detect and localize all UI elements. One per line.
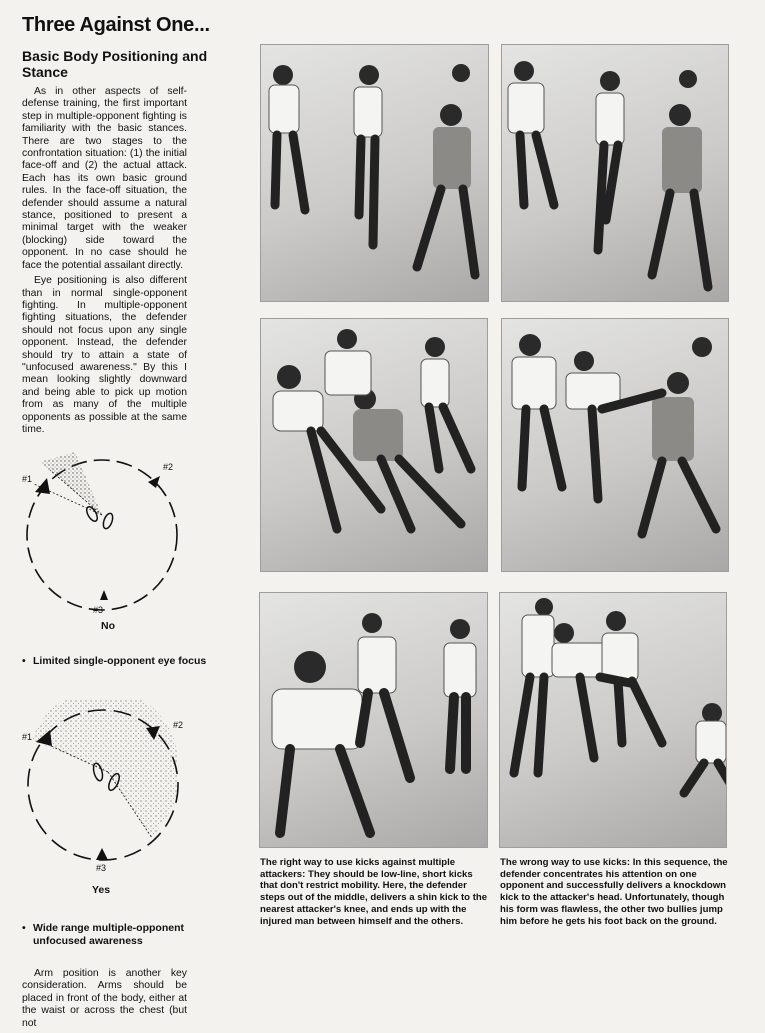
opponent-3-marker	[100, 590, 108, 600]
photo-wrong-way-kick-2	[499, 592, 727, 848]
article-title: Three Against One...	[22, 14, 210, 36]
bullet-wide-awareness: • Wide range multiple-opponent unfocused awareness	[22, 922, 208, 948]
body-text-top	[22, 86, 187, 439]
paragraph-eye-positioning: Eye positioning is also different than in normal single-opponent fighting. In multiple-opponent fighting situations, the defender should not focus upon any single opponent. Instead, the defender should try to attain a state of "unfocused awareness." By this I mean looking slightly downward and being able to pick up motion from as many of the multiple opponents as possible at the same time.	[22, 275, 187, 435]
photo-right-way-kick-1	[260, 318, 488, 572]
caption-wrong-way: The wrong way to use kicks: In this sequence, the defender concentrates his attention on one opponent and successfully delivers a knockdown kick to the attacker's head. Unfortunately, though his form was flawless, the other two bullies jump him before he gets his foot back on the ground.	[500, 857, 728, 927]
section-subtitle: Basic Body Positioning and Stance	[22, 48, 208, 80]
paragraph-arm-position: Arm position is another key consideration. Arms should be placed in front of the body, either at the waist or across the chest (but not	[22, 968, 187, 1029]
opponent-3-marker	[96, 848, 108, 860]
opponent-label-3: #3	[95, 863, 106, 873]
eye-focus-diagram-no	[20, 440, 190, 630]
opponent-label-1: #1	[21, 732, 32, 742]
opponent-label-1: #1	[21, 474, 32, 484]
eye-focus-diagram-yes	[20, 700, 190, 900]
opponent-label-2: #2	[172, 720, 183, 730]
paragraph-stances: As in other aspects of self-defense training, the first important step in multiple-opponent fighting is familiarity with the basic stances. There are two stages to the confrontation situation: (1) the initial face-off and (2) the actual attack. Each has its own basic ground rules. In the face-off situation, the defender should assume a natural stance, positioned to present a minimal target with the weaker (blocking) side toward the opponent. In no case should he face the potential assailant directly.	[22, 86, 187, 271]
photo-right-way-kick-2	[259, 592, 488, 848]
photo-faceoff-1	[260, 44, 489, 302]
bullet-limited-focus: • Limited single-opponent eye focus	[22, 655, 208, 668]
photo-faceoff-2	[501, 44, 729, 302]
opponent-label-2: #2	[162, 462, 173, 472]
verdict-no: No	[101, 620, 115, 632]
photo-wrong-way-kick-1	[501, 318, 729, 572]
verdict-yes: Yes	[91, 884, 111, 896]
opponent-label-3: #3	[92, 605, 103, 615]
caption-right-way: The right way to use kicks against multiple attackers: They should be low-line, short kicks that don't restrict mobility. Here, the defender steps out of the middle, delivers a shin kick to the nearest attacker's knee, and ends up with the injured man between himself and the others.	[260, 857, 488, 927]
body-text-bottom	[22, 968, 187, 1033]
